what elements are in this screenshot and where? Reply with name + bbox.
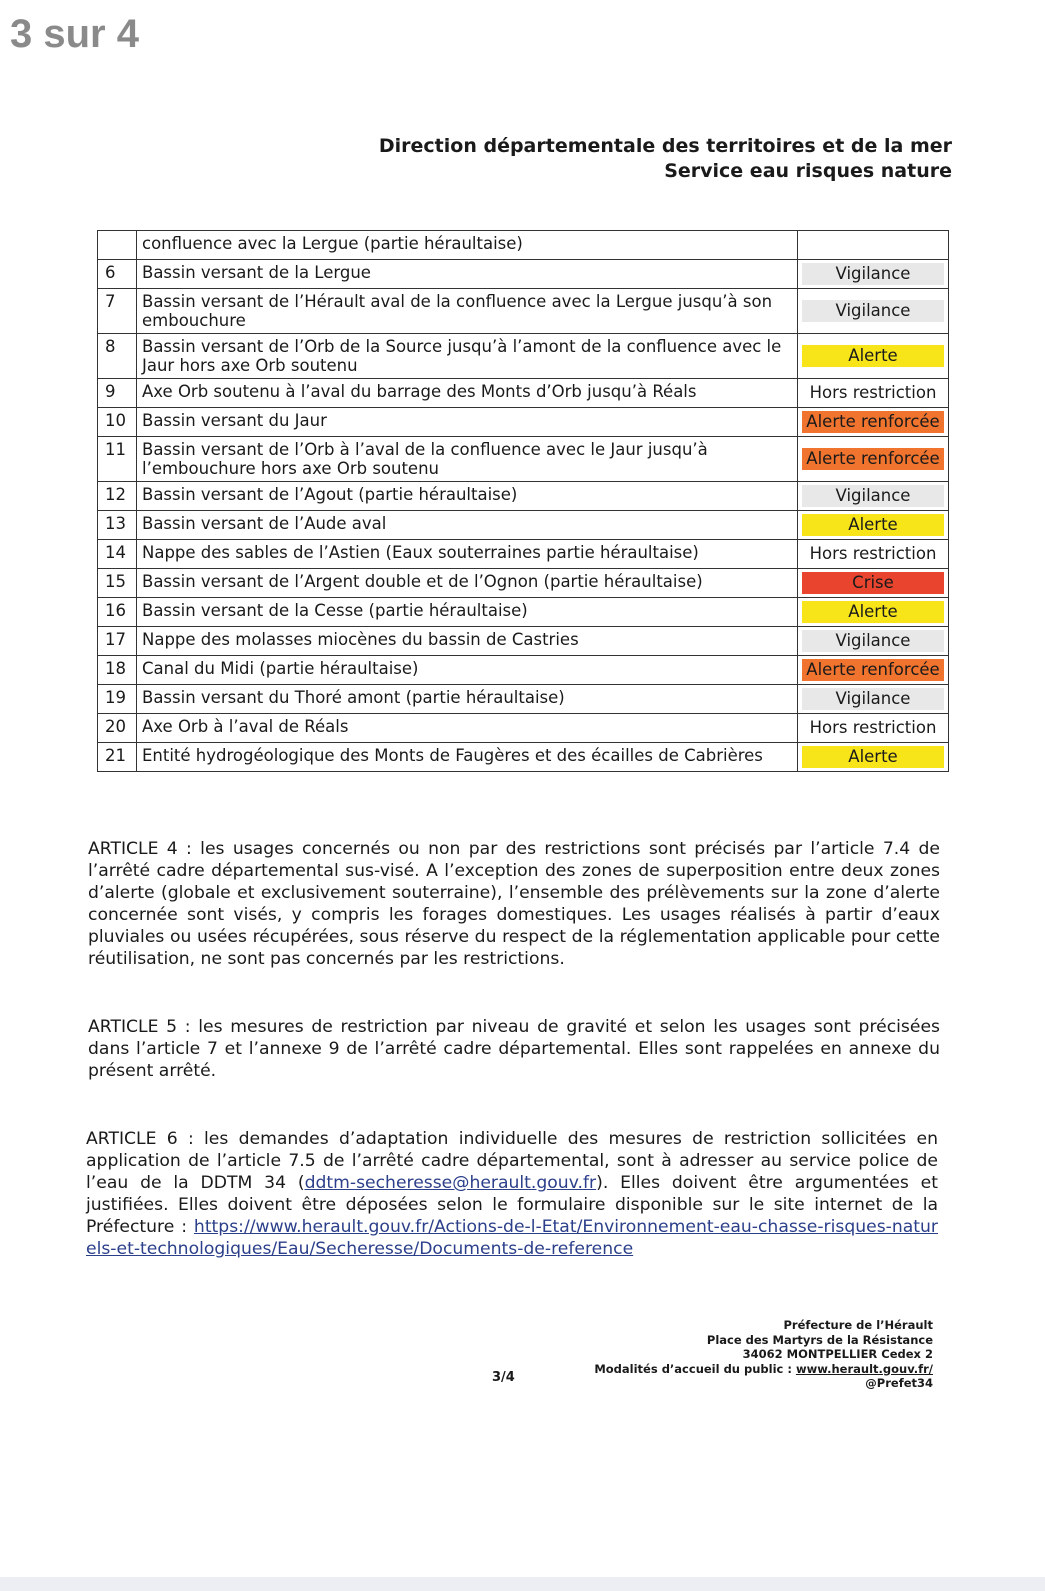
zone-number: 7 (98, 289, 137, 334)
zone-status-cell (798, 511, 949, 540)
zone-name: Bassin versant de l’Orb de la Source jusqu’à l’amont de la confluence avec le Jaur hors axe Orb soutenu (137, 334, 798, 379)
page-counter: 3 sur 4 (10, 12, 139, 56)
status-badge: Alerte (802, 514, 944, 536)
status-badge: Vigilance (802, 300, 944, 322)
zone-status-cell (798, 334, 949, 379)
zone-number: 10 (98, 408, 137, 437)
status-badge: Vigilance (802, 630, 944, 652)
zone-status-cell (798, 260, 949, 289)
zone-number: 11 (98, 437, 137, 482)
table-row (98, 379, 949, 408)
zone-number: 13 (98, 511, 137, 540)
zone-number: 15 (98, 569, 137, 598)
table-row (98, 598, 949, 627)
zone-status-cell (798, 598, 949, 627)
footer-twitter: @Prefet34 (865, 1376, 933, 1390)
zone-name: Nappe des sables de l’Astien (Eaux souterraines partie héraultaise) (137, 540, 798, 569)
prefecture-url-link[interactable]: https://www.herault.gouv.fr/Actions-de-l-Etat/Environnement-eau-chasse-risques-naturels-et-technologiques/Eau/Secheresse/Documents-de-reference (86, 1217, 938, 1259)
footer-address (594, 1318, 933, 1391)
status-badge (802, 234, 944, 256)
table-row (98, 260, 949, 289)
alert-zones-table (97, 230, 949, 772)
footer-reception (594, 1362, 933, 1377)
zone-status-cell (798, 569, 949, 598)
zone-status-cell (798, 408, 949, 437)
zone-name: Bassin versant de l’Aude aval (137, 511, 798, 540)
status-badge: Alerte renforcée (802, 659, 944, 681)
zone-name: Canal du Midi (partie héraultaise) (137, 656, 798, 685)
status-badge: Hors restriction (809, 544, 937, 563)
table-row (98, 334, 949, 379)
status-badge: Hors restriction (809, 383, 937, 402)
zone-status-cell (798, 379, 949, 408)
footer-city: 34062 MONTPELLIER Cedex 2 (742, 1347, 933, 1361)
zone-status-cell (798, 231, 949, 260)
status-badge: Hors restriction (809, 718, 937, 737)
zone-name: Bassin versant de l’Agout (partie héraultaise) (137, 482, 798, 511)
zone-status-cell (798, 743, 949, 772)
zone-name: confluence avec la Lergue (partie héraultaise) (137, 231, 798, 260)
table-row (98, 743, 949, 772)
zone-number: 6 (98, 260, 137, 289)
zone-status-cell (798, 714, 949, 743)
table-row (98, 656, 949, 685)
status-badge: Alerte (802, 345, 944, 367)
table-row (98, 569, 949, 598)
table-row (98, 437, 949, 482)
table-row (98, 714, 949, 743)
zone-number (98, 231, 137, 260)
zone-number: 19 (98, 685, 137, 714)
zone-number: 18 (98, 656, 137, 685)
zone-name: Bassin versant de l’Orb à l’aval de la confluence avec le Jaur jusqu’à l’embouchure hors axe Orb soutenu (137, 437, 798, 482)
footer-website-link[interactable]: www.herault.gouv.fr/ (795, 1361, 933, 1376)
zone-status-cell (798, 627, 949, 656)
zone-name: Nappe des molasses miocènes du bassin de Castries (137, 627, 798, 656)
status-badge: Alerte renforcée (802, 448, 944, 470)
zone-name: Axe Orb à l’aval de Réals (137, 714, 798, 743)
header-directorate: Direction départementale des territoires et de la mer (378, 135, 952, 157)
document-header (379, 134, 952, 184)
footer-prefecture: Préfecture de l’Hérault (783, 1318, 933, 1332)
zone-status-cell (798, 289, 949, 334)
table-row (98, 540, 949, 569)
table-row (98, 627, 949, 656)
table-row (98, 685, 949, 714)
zone-status-cell (798, 540, 949, 569)
zone-name: Entité hydrogéologique des Monts de Faugères et des écailles de Cabrières (137, 743, 798, 772)
zone-name: Bassin versant de la Lergue (137, 260, 798, 289)
zone-number: 12 (98, 482, 137, 511)
zone-number: 14 (98, 540, 137, 569)
article-6-text-middle: ). Elles doivent être argumentées et justifiées. Elles doivent être déposées selon le formulaire disponible sur le site internet de la Préfecture : (86, 1173, 938, 1237)
table-row (98, 231, 949, 260)
status-badge: Alerte (802, 601, 944, 623)
status-badge: Alerte renforcée (802, 411, 944, 433)
zone-number: 8 (98, 334, 137, 379)
article-5: ARTICLE 5 : les mesures de restriction par niveau de gravité et selon les usages sont précisées dans l’article 7 et l’annexe 9 de l’arrêté cadre départemental. Elles sont rappelées en annexe du présent arrêté. (88, 1017, 940, 1081)
status-badge: Vigilance (802, 263, 944, 285)
status-badge: Vigilance (802, 485, 944, 507)
zone-number: 21 (98, 743, 137, 772)
status-badge: Alerte (802, 746, 944, 768)
zone-number: 16 (98, 598, 137, 627)
article-4: ARTICLE 4 : les usages concernés ou non par des restrictions sont précisés par l’article 7.4 de l’arrêté cadre départemental sus-visé. A l’exception des zones de superposition entre deux zones d’alerte (globale et exclusivement souterraine), l’ensemble des prélèvements sur la zone d’alerte concernée sont visés, y compris les forages domestiques. Les usages réalisés à partir d’eaux pluviales ou usées récupérées, sous réserve du respect de la réglementation applicable pour cette réutilisation, ne sont pas concernés par les restrictions. (88, 839, 940, 969)
zone-status-cell (798, 656, 949, 685)
zone-name: Bassin versant de la Cesse (partie héraultaise) (137, 598, 798, 627)
footer-reception-label: Modalités d’accueil du public : (594, 1361, 796, 1376)
zone-name: Axe Orb soutenu à l’aval du barrage des Monts d’Orb jusqu’à Réals (137, 379, 798, 408)
zone-name: Bassin versant de l’Hérault aval de la confluence avec la Lergue jusqu’à son embouchure (137, 289, 798, 334)
zone-name: Bassin versant de l’Argent double et de l’Ognon (partie héraultaise) (137, 569, 798, 598)
zone-number: 9 (98, 379, 137, 408)
status-badge: Crise (802, 572, 944, 594)
zone-name: Bassin versant du Jaur (137, 408, 798, 437)
table-row (98, 408, 949, 437)
article-6-text-before: ARTICLE 6 : les demandes d’adaptation individuelle des mesures de restriction sollicitées en application de l’article 7.5 de l’arrêté cadre départemental, sont à adresser au service police de l’eau de la DDTM 34 ( (86, 1129, 938, 1193)
table-row (98, 289, 949, 334)
zone-status-cell (798, 482, 949, 511)
footer-street: Place des Martyrs de la Résistance (706, 1332, 933, 1347)
ddtm-email-link[interactable]: ddtm-secheresse@herault.gouv.fr (304, 1173, 597, 1193)
viewer-bottom-bar (0, 1577, 1045, 1591)
zone-number: 20 (98, 714, 137, 743)
zone-number: 17 (98, 627, 137, 656)
table-row (98, 511, 949, 540)
zone-status-cell (798, 437, 949, 482)
article-6 (86, 1128, 938, 1260)
zone-name: Bassin versant du Thoré amont (partie héraultaise) (137, 685, 798, 714)
table-row (98, 482, 949, 511)
footer-page-number: 3/4 (492, 1370, 515, 1385)
header-service: Service eau risques nature (664, 160, 952, 182)
status-badge: Vigilance (802, 688, 944, 710)
zone-status-cell (798, 685, 949, 714)
